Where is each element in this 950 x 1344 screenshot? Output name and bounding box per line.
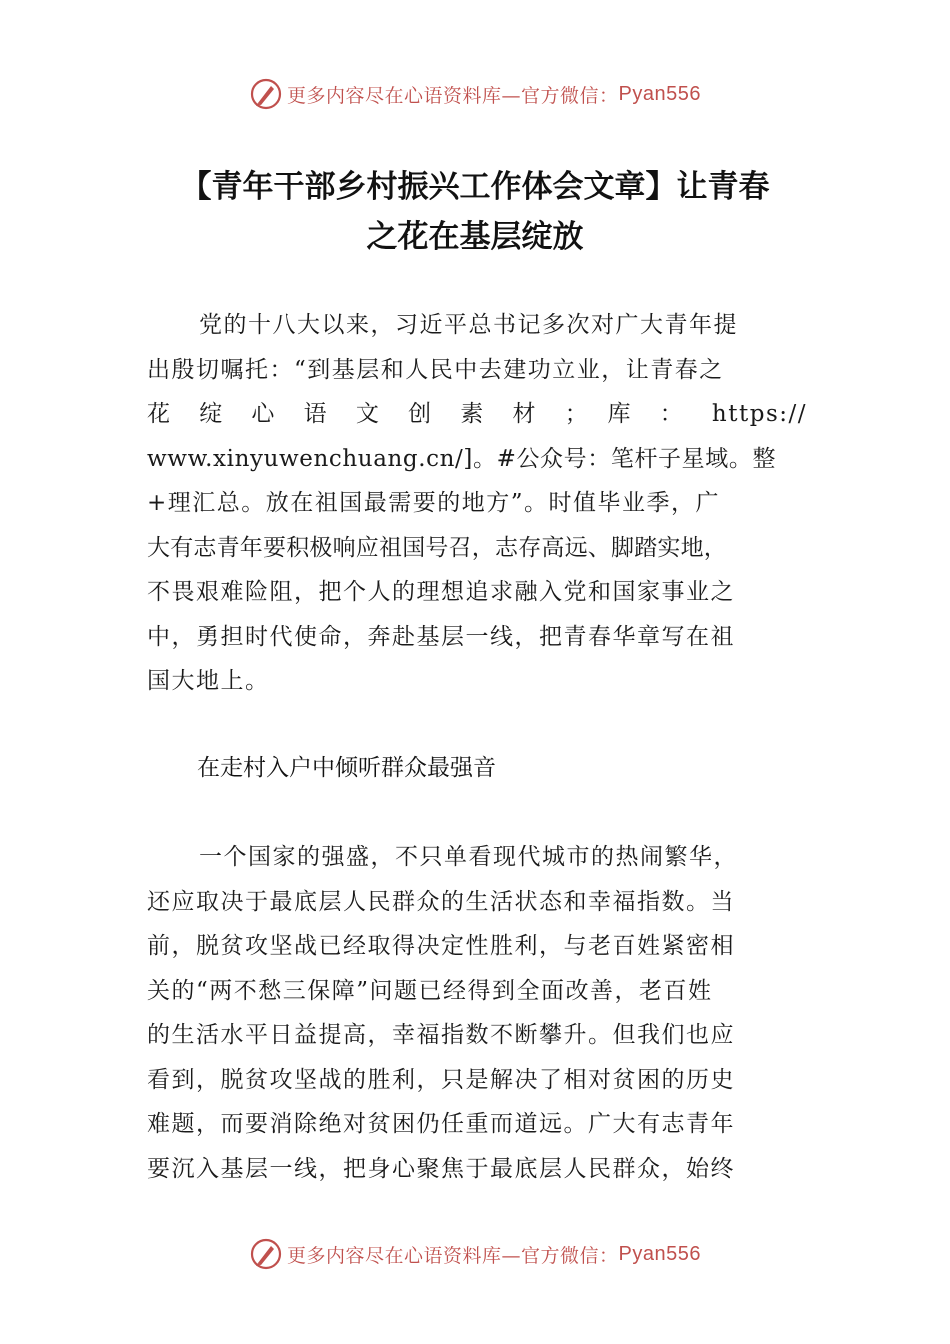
header-watermark: [0, 74, 950, 114]
title-line-1: 【青年干部乡村振兴工作体会文章】让青春: [180, 169, 770, 205]
title-line-2: 之花在基层绽放: [366, 219, 584, 255]
pen-logo-icon: [249, 77, 283, 111]
paragraph-line: www.xinyuwenchuang.cn/]。#公众号：笔杆子星域。整: [147, 445, 777, 472]
paragraph-line: 大有志青年要积极响应祖国号召，志存高远、脚踏实地，: [147, 534, 727, 561]
paragraph-line: 的生活水平日益提高，幸福指数不断攀升。但我们也应: [147, 1022, 735, 1048]
paragraph-line: 国大地上。: [147, 668, 270, 694]
paragraph-line: 要沉入基层一线，把身心聚焦于最底层人民群众，始终: [147, 1155, 735, 1182]
watermark-text: 更多内容尽在心语资料库—官方微信：: [287, 1244, 619, 1267]
paragraph-line: 花 绽 心 语 文 创 素 材 ； 库 ： https://: [147, 401, 807, 427]
paragraph-section-1: [147, 835, 807, 1191]
paragraph-line: 前，脱贫攻坚战已经取得决定性胜利，与老百姓紧密相: [147, 933, 735, 959]
paragraph-line: 关的“两不愁三保障”问题已经得到全面改善，老百姓: [147, 977, 713, 1004]
pen-logo-icon: [249, 1237, 283, 1271]
paragraph-line: 党的十八大以来，习近平总书记多次对广大青年提: [199, 312, 738, 338]
document-title: [120, 162, 830, 262]
paragraph-line: 一个国家的强盛，不只单看现代城市的热闹繁华，: [199, 844, 738, 870]
paragraph-line: 还应取决于最底层人民群众的生活状态和幸福指数。当: [147, 888, 735, 915]
watermark-wechat-id: Pyan556: [618, 1242, 701, 1265]
watermark-wechat-id: Pyan556: [618, 82, 701, 105]
paragraph-line: 难题，而要消除绝对贫困仍任重而道远。广大有志青年: [147, 1111, 735, 1137]
paragraph-line: 出殷切嘱托：“到基层和人民中去建功立业，让青春之: [147, 356, 724, 383]
paragraph-line: 不畏艰难险阻，把个人的理想追求融入党和国家事业之: [147, 579, 735, 605]
footer-watermark: [0, 1234, 950, 1274]
paragraph-line: 看到，脱贫攻坚战的胜利，只是解决了相对贫困的历史: [147, 1066, 735, 1093]
watermark-text: 更多内容尽在心语资料库—官方微信：: [287, 84, 619, 107]
paragraph-line: +理汇总。放在祖国最需要的地方”。时值毕业季，广: [147, 490, 721, 516]
paragraph-line: 中，勇担时代使命，奔赴基层一线，把青春华章写在祖: [147, 623, 735, 650]
section-heading: 在走村入户中倾听群众最强音: [197, 755, 496, 781]
paragraph-intro: [147, 303, 807, 704]
